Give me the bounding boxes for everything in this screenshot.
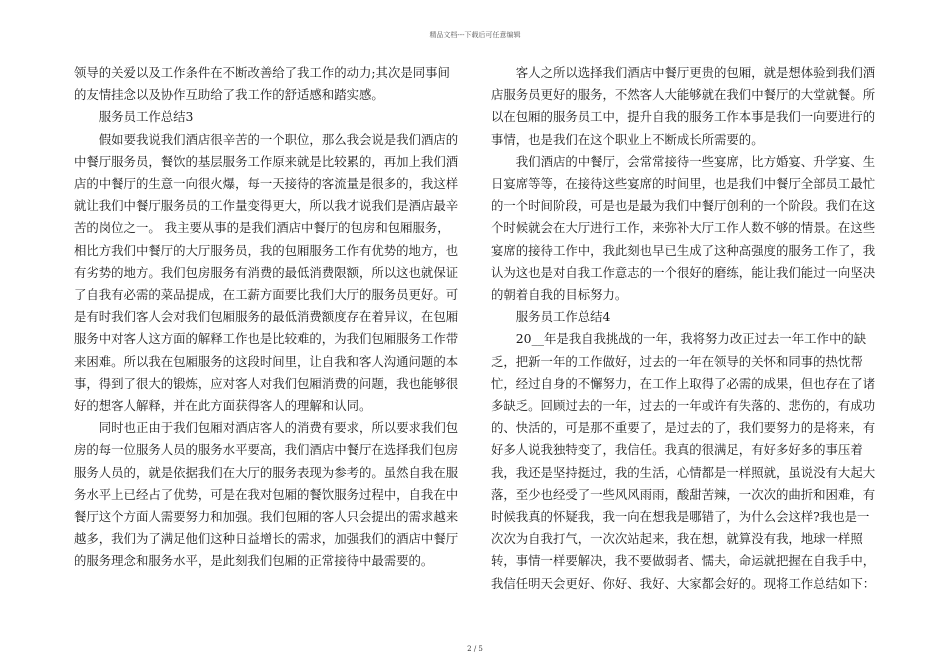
paragraph: 同时也正由于我们包厢对酒店客人的消费有要求，所以要求我们包房的每一位服务人员的服务水平要高，我们酒店中餐厅在选择我们包房服务人员的，就是依据我们在大厅的服务表现为参考的。虽然自我在服务水平上已经占了优势，可是在我对包厢的餐饮服务过程中，自我在中餐厅这个方面人需要努力和加强。我们包厢的客人只会提出的需求越来越多，我们为了满足他们这种日益增长的需求，加强我们的酒店中餐厅的服务理念和服务水平，是此刻我们包厢的正常接待中最需要的。 bbox=[74, 420, 459, 569]
left-column bbox=[74, 62, 459, 573]
right-column bbox=[491, 62, 876, 595]
section-heading: 服务员工作总结4 bbox=[515, 309, 611, 325]
paragraph: 我们酒店的中餐厅，会常常接待一些宴席，比方婚宴、升学宴、生日宴席等等，在接待这些宴席的时间里，也是我们中餐厅全部员工最忙的一个时间阶段，可是也是最为我们中餐厅创利的一个阶段。我们在这个时候就会在大厅进行工作，来弥补大厅工作人数不够的情景。在这些宴席的接待工作中，我此刻也早已生成了这种高强度的服务工作了，我认为这也是对自我工作意志的一个很好的磨练，能让我们能过一向坚决的朝着自我的目标努力。 bbox=[491, 153, 876, 303]
section-heading: 服务员工作总结3 bbox=[98, 109, 194, 125]
paragraph: 假如要我说我们酒店很辛苦的一个职位，那么我会说是我们酒店的中餐厅服务员，餐饮的基层服务工作原来就是比较累的，再加上我们酒店的中餐厅的生意一向很火爆，每一天接待的客流量是很多的，我这样就让我们中餐厅服务员的工作量变得更大，所以我才说我们是酒店最辛苦的岗位之一。 我主要从事的是我们酒店中餐厅的包房和包厢服务，相比方我们中餐厅的大厅服务员，我的包厢服务工作有优势的地方，也有劣势的地方。我们包房服务有消费的最低消费限额，所以这也就保证了自我有必需的菜品提成，在工薪方面要比我们大厅的服务员更好。可是有时我们客人会对我们包厢服务的最低消费额度存在着异议，在包厢服务中对客人这方面的解释工作也是比较难的，为我们包厢服务工作带来困难。所以我在包厢服务的这段时间里，让自我和客人沟通问题的本事，得到了很大的锻炼，应对客人对我们包厢消费的问题，我也能够很好的想客人解释，并在此方面获得客人的理解和认同。 bbox=[74, 131, 459, 414]
paragraph: 客人之所以选择我们酒店中餐厅更贵的包厢，就是想体验到我们酒店服务员更好的服务，不然客人大能够就在我们中餐厅的大堂就餐。所以在包厢的服务员工中，提升自我的服务工作本事是我们一向要进行的事情，也是我们在这个职业上不断成长所需要的。 bbox=[491, 65, 876, 147]
page-header: 精品文档---下载后可任意编辑 bbox=[429, 31, 521, 39]
page-number: 2 / 5 bbox=[467, 645, 483, 653]
paragraph: 20__年是我自我挑战的一年，我将努力改正过去一年工作中的缺乏，把新一年的工作做好，过去的一年在领导的关怀和同事的热忱帮忙，经过自身的不懈努力，在工作上取得了必需的成果，但也存在了诸多缺乏。回顾过去的一年，过去的一年或许有失落的、悲伤的，有成功的、快活的，可是那不重要了，是过去的了，我们要努力的是将来，有好多人说我独特变了，我信任。我真的很满足，有好多好多的事压着我，我还是坚持挺过，我的生活，心情都是一样照就，虽说没有大起大落，至少也经受了一些风风雨雨，酸甜苦辣，一次次的曲折和困难，有时候我真的怀疑我，我一向在想我是哪错了，为什么会这样?我也是一次次为自我打气，一次次站起来，我在想，就算没有我，地球一样照转，事情一样要解决，我不要做弱者、懦夫，命运就把握在自我手中，我信任明天会更好、你好、我好、大家都会好的。现将工作总结如下： bbox=[491, 331, 876, 591]
paragraph: 领导的关爱以及工作条件在不断改善给了我工作的动力;其次是同事间的友情挂念以及协作互助给了我工作的舒适感和踏实感。 bbox=[74, 65, 450, 103]
